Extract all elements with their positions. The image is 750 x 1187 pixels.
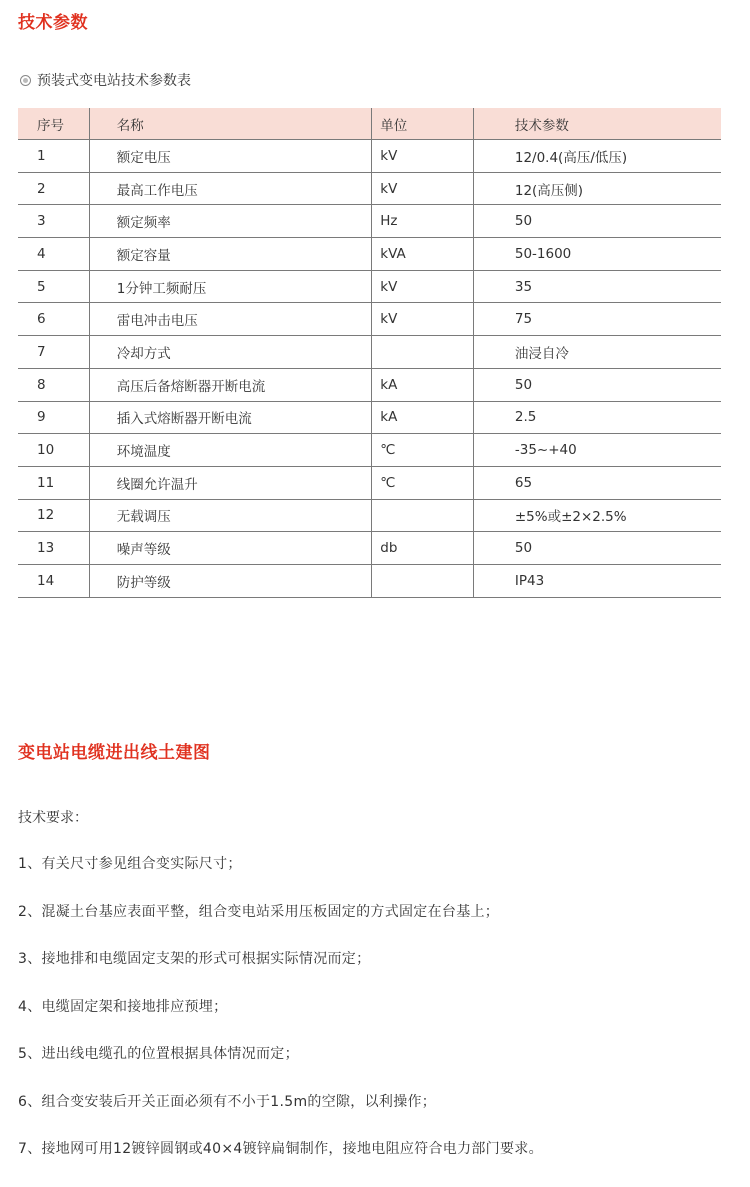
header-cell-value: 技术参数 bbox=[473, 108, 721, 140]
row-value-cell: 12(高压侧) bbox=[473, 172, 721, 205]
row-value-cell: 油浸自冷 bbox=[473, 336, 721, 369]
row-name-cell: 雷电冲击电压 bbox=[89, 303, 372, 336]
row-index-cell: 10 bbox=[18, 434, 89, 467]
row-name-cell: 额定频率 bbox=[89, 205, 372, 238]
row-index-cell: 5 bbox=[18, 270, 89, 303]
row-index-cell: 3 bbox=[18, 205, 89, 238]
row-value-cell: 75 bbox=[473, 303, 721, 336]
table-row bbox=[18, 368, 721, 401]
requirement-item: 1、有关尺寸参见组合变实际尺寸； bbox=[18, 856, 242, 872]
header-cell-name: 名称 bbox=[89, 108, 372, 140]
row-value-cell: IP43 bbox=[473, 564, 721, 597]
row-value-cell: ±5%或±2×2.5% bbox=[473, 499, 721, 532]
row-unit-cell: kA bbox=[372, 368, 474, 401]
header-cell-index: 序号 bbox=[18, 108, 89, 140]
row-value-cell: 50 bbox=[473, 532, 721, 565]
row-value-cell: 50-1600 bbox=[473, 238, 721, 271]
row-index-cell: 1 bbox=[18, 140, 89, 173]
row-index-cell: 9 bbox=[18, 401, 89, 434]
row-unit-cell: Hz bbox=[372, 205, 474, 238]
row-unit-cell: kV bbox=[372, 270, 474, 303]
table-row bbox=[18, 303, 721, 336]
requirement-item: 5、进出线电缆孔的位置根据具体情况而定； bbox=[18, 1046, 299, 1062]
row-unit-cell: kVA bbox=[372, 238, 474, 271]
spec-table bbox=[18, 108, 721, 598]
row-unit-cell: kV bbox=[372, 172, 474, 205]
requirement-item: 2、混凝土台基应表面平整，组合变电站采用压板固定的方式固定在台基上； bbox=[18, 903, 500, 920]
requirement-item: 3、接地排和电缆固定支架的形式可根据实际情况而定； bbox=[18, 951, 371, 967]
row-unit-cell bbox=[372, 564, 474, 597]
row-value-cell: 2.5 bbox=[473, 401, 721, 434]
row-index-cell: 2 bbox=[18, 172, 89, 205]
section-title-civil-drawing: 变电站电缆进出线土建图 bbox=[18, 743, 211, 763]
row-name-cell: 线圈允许温升 bbox=[89, 466, 372, 499]
table-row bbox=[18, 140, 721, 173]
table-caption-text: 预装式变电站技术参数表 bbox=[37, 73, 191, 89]
table-row bbox=[18, 564, 721, 597]
requirement-item: 7、接地网可用12镀锌圆钢或40×4镀锌扁铜制作，接地电阻应符合电力部门要求。 bbox=[18, 1141, 543, 1157]
requirements-list bbox=[18, 854, 733, 1159]
row-index-cell: 12 bbox=[18, 499, 89, 532]
row-name-cell: 额定容量 bbox=[89, 238, 372, 271]
table-row bbox=[18, 205, 721, 238]
table-row bbox=[18, 499, 721, 532]
table-row bbox=[18, 434, 721, 467]
row-unit-cell: kA bbox=[372, 401, 474, 434]
row-index-cell: 4 bbox=[18, 238, 89, 271]
row-index-cell: 13 bbox=[18, 532, 89, 565]
row-index-cell: 11 bbox=[18, 466, 89, 499]
table-row bbox=[18, 401, 721, 434]
requirements-heading: 技术要求： bbox=[18, 810, 88, 826]
table-caption bbox=[20, 70, 191, 90]
bullet-circle-icon bbox=[20, 75, 31, 86]
row-value-cell: 50 bbox=[473, 205, 721, 238]
row-name-cell: 无载调压 bbox=[89, 499, 372, 532]
row-value-cell: 35 bbox=[473, 270, 721, 303]
header-cell-unit: 单位 bbox=[372, 108, 474, 140]
row-name-cell: 最高工作电压 bbox=[89, 172, 372, 205]
row-name-cell: 插入式熔断器开断电流 bbox=[89, 401, 372, 434]
row-unit-cell: ℃ bbox=[372, 466, 474, 499]
table-header-row bbox=[18, 108, 721, 140]
requirement-item: 6、组合变安装后开关正面必须有不小于1.5m的空隙，以利操作； bbox=[18, 1093, 437, 1110]
row-name-cell: 防护等级 bbox=[89, 564, 372, 597]
row-unit-cell bbox=[372, 336, 474, 369]
row-unit-cell: kV bbox=[372, 140, 474, 173]
row-index-cell: 6 bbox=[18, 303, 89, 336]
table-row bbox=[18, 172, 721, 205]
row-index-cell: 14 bbox=[18, 564, 89, 597]
row-unit-cell: kV bbox=[372, 303, 474, 336]
row-value-cell: -35~+40 bbox=[473, 434, 721, 467]
row-name-cell: 高压后备熔断器开断电流 bbox=[89, 368, 372, 401]
row-name-cell: 环境温度 bbox=[89, 434, 372, 467]
row-name-cell: 噪声等级 bbox=[89, 532, 372, 565]
row-value-cell: 12/0.4(高压/低压) bbox=[473, 140, 721, 173]
section-title-tech-params: 技术参数 bbox=[18, 13, 88, 33]
row-value-cell: 65 bbox=[473, 466, 721, 499]
requirements-block bbox=[18, 808, 733, 1187]
row-unit-cell bbox=[372, 499, 474, 532]
row-name-cell: 额定电压 bbox=[89, 140, 372, 173]
row-index-cell: 7 bbox=[18, 336, 89, 369]
row-index-cell: 8 bbox=[18, 368, 89, 401]
requirement-item: 4、电缆固定架和接地排应预埋； bbox=[18, 998, 228, 1015]
table-body bbox=[18, 140, 721, 598]
table-row bbox=[18, 270, 721, 303]
row-unit-cell: ℃ bbox=[372, 434, 474, 467]
row-unit-cell: db bbox=[372, 532, 474, 565]
table-row bbox=[18, 336, 721, 369]
row-value-cell: 50 bbox=[473, 368, 721, 401]
table-row bbox=[18, 466, 721, 499]
row-name-cell: 冷却方式 bbox=[89, 336, 372, 369]
row-name-cell: 1分钟工频耐压 bbox=[89, 270, 372, 303]
table-row bbox=[18, 238, 721, 271]
table-row bbox=[18, 532, 721, 565]
